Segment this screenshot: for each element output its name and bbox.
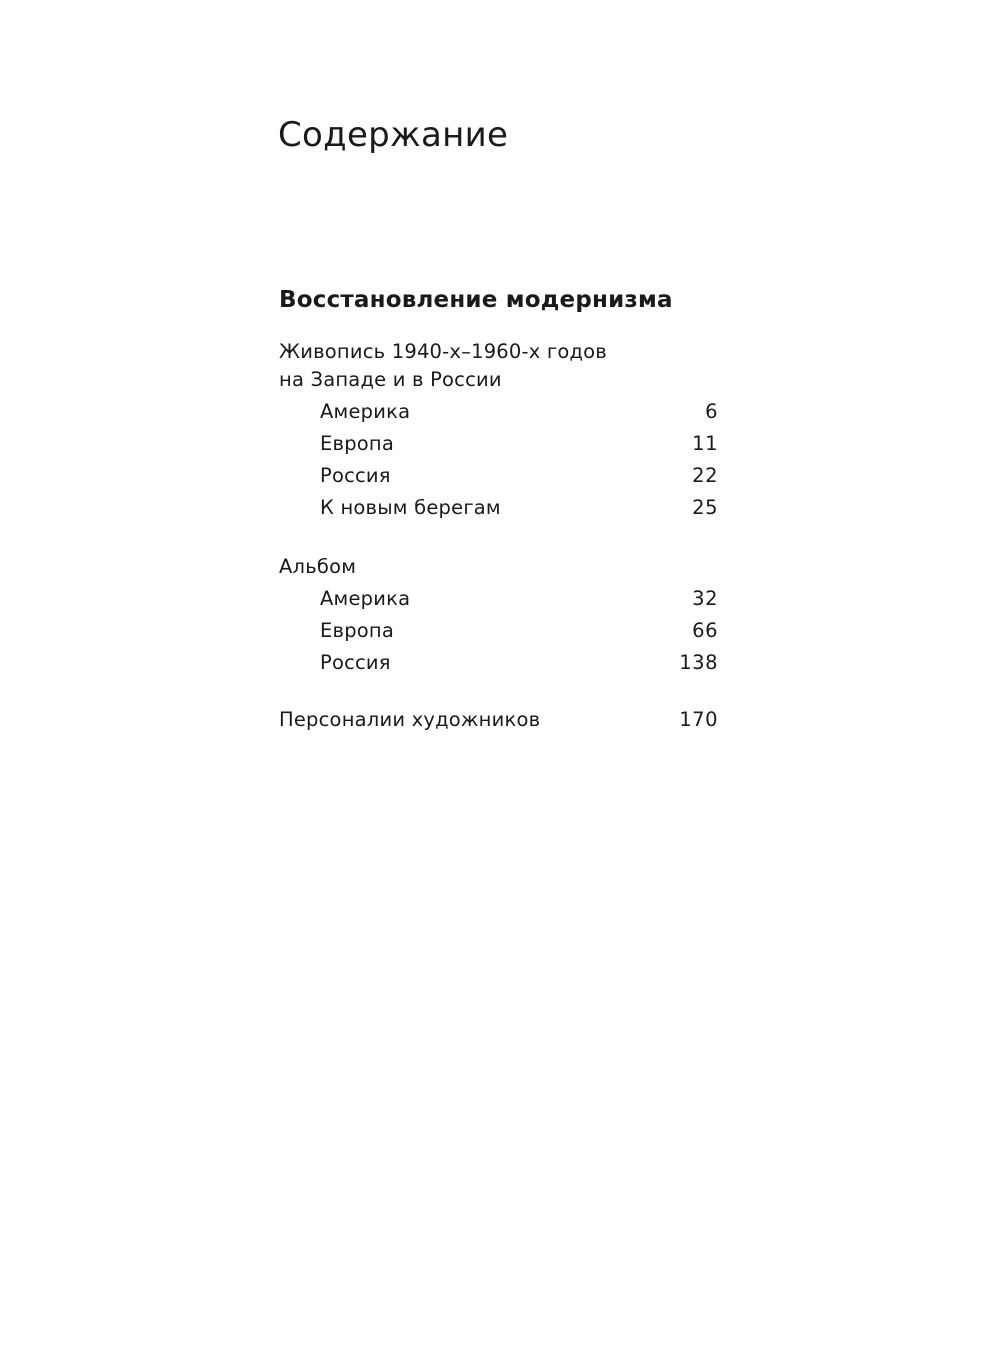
toc-entry-label: Америка [320, 587, 411, 610]
toc-entry-label: К новым берегам [320, 496, 501, 519]
toc-entry-label: Европа [320, 619, 395, 642]
toc-entry-label: Персоналии художников [279, 708, 541, 731]
toc-entry-page: 6 [705, 400, 718, 423]
page-title: Содержание [278, 115, 509, 155]
toc-entry-label: Россия [320, 464, 391, 487]
toc-entry-page: 32 [692, 587, 718, 610]
toc-entry-page: 66 [692, 619, 718, 642]
toc-entry-page: 22 [692, 464, 718, 487]
toc-entry-page: 25 [692, 496, 718, 519]
toc-entry-label: Россия [320, 651, 391, 674]
toc-entry-label: Америка [320, 400, 411, 423]
toc-entry-page: 11 [692, 432, 718, 455]
toc-entry-page: 170 [679, 708, 718, 731]
toc-entry-page: 138 [679, 651, 718, 674]
group-heading-painting-line1: Живопись 1940-х–1960-х годов [279, 340, 607, 363]
group-heading-painting-line2: на Западе и в России [279, 368, 502, 391]
group-heading-album: Альбом [279, 555, 357, 578]
section-title: Восстановление модернизма [279, 287, 673, 313]
toc-entry-label: Европа [320, 432, 395, 455]
